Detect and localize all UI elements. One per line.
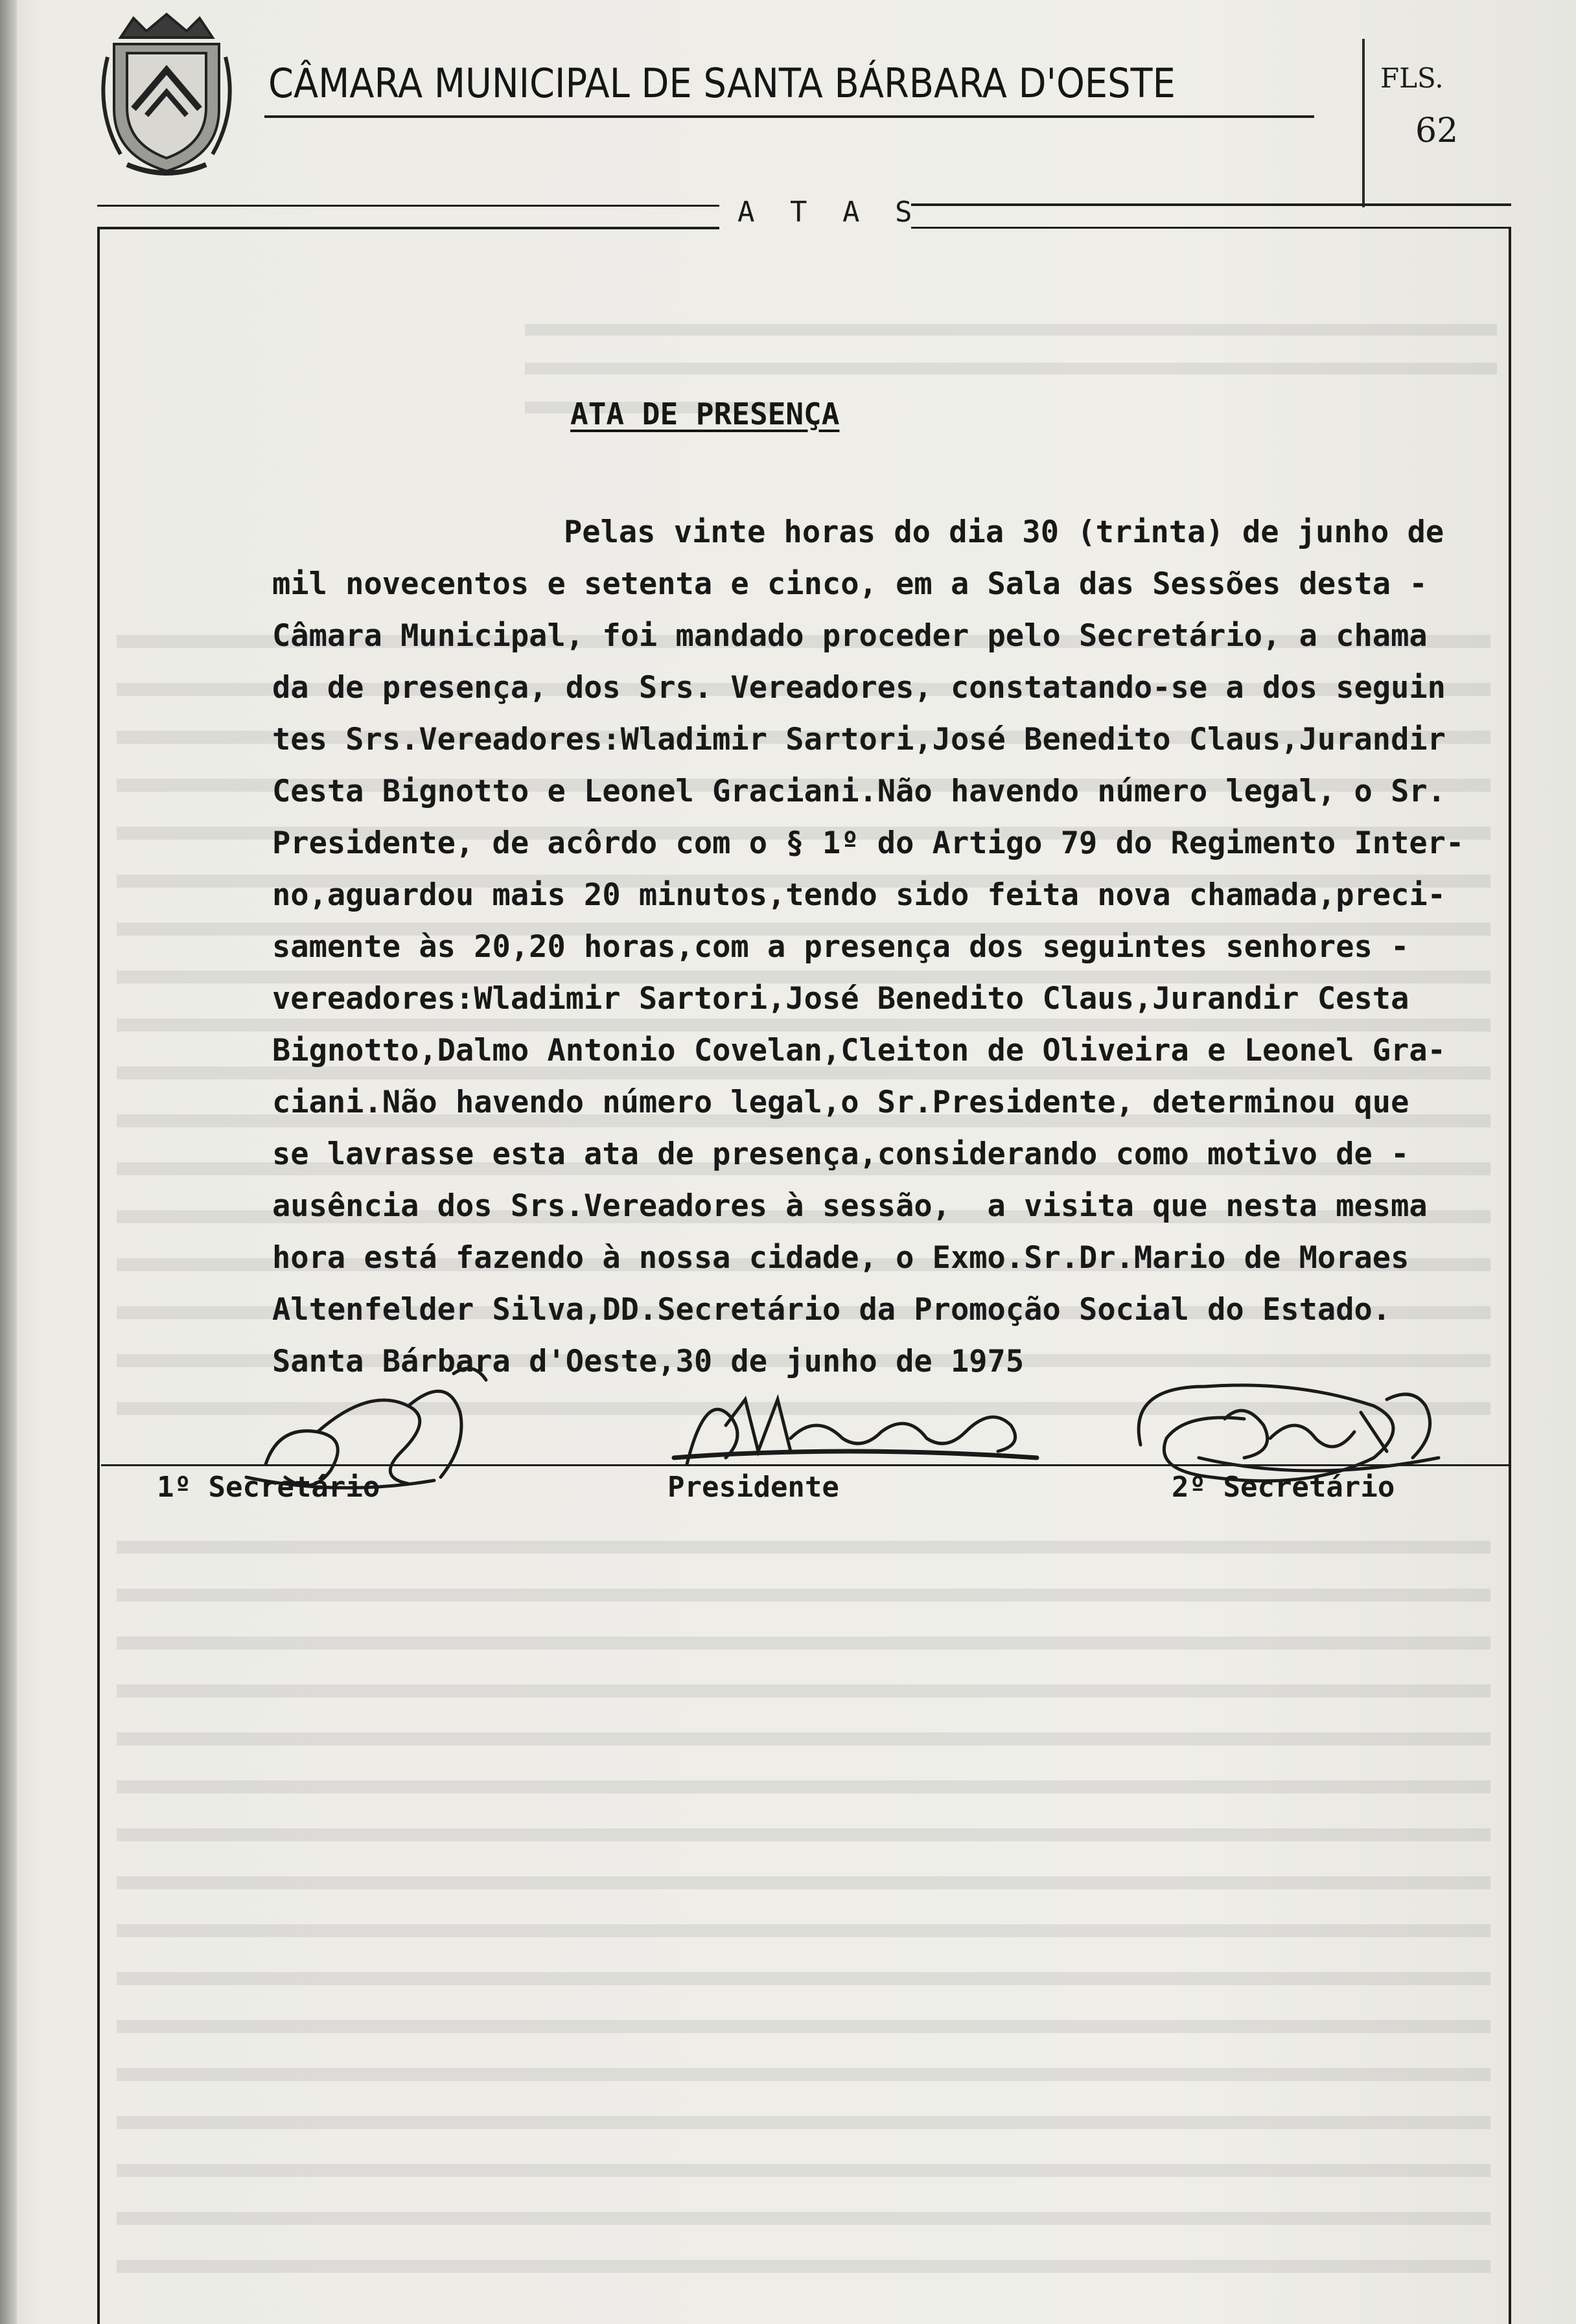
body-line: Cesta Bignotto e Leonel Graciani.Não havendo número legal, o Sr.: [272, 774, 1446, 809]
body-line: Pelas vinte horas do dia 30 (trinta) de junho de: [564, 514, 1444, 550]
section-label: A T A S: [737, 196, 921, 229]
body-line: Câmara Municipal, foi mandado proceder pelo Secretário, a chama: [272, 618, 1428, 654]
body-line: samente às 20,20 horas,com a presença dos seguintes senhores -: [272, 929, 1409, 965]
body-line: vereadores:Wladimir Sartori,José Benedito Claus,Jurandir Cesta: [272, 981, 1409, 1017]
folio-divider: [1362, 39, 1365, 207]
scan-edge-shadow: [0, 0, 17, 2324]
body-line: hora está fazendo à nossa cidade, o Exmo.Sr.Dr.Mario de Moraes: [272, 1240, 1409, 1276]
frame-top-right-rule: [911, 203, 1511, 206]
header-underline: [264, 115, 1314, 118]
body-line: Altenfelder Silva,DD.Secretário da Promoção Social do Estado.: [272, 1292, 1391, 1328]
municipal-crest-icon: [95, 12, 238, 181]
frame-top-left-rule: [97, 227, 719, 229]
document-body: [272, 507, 1516, 1388]
second-secretary-label: 2º Secretário: [1172, 1471, 1395, 1504]
body-line: ausência dos Srs.Vereadores à sessão, a visita que nesta mesma: [272, 1188, 1428, 1224]
body-line: da de presença, dos Srs. Vereadores, constatando-se a dos seguin: [272, 670, 1446, 706]
folio-label: FLS.: [1380, 62, 1444, 94]
body-line: Presidente, de acôrdo com o § 1º do Artigo 79 do Regimento Inter-: [272, 825, 1465, 861]
body-line: tes Srs.Vereadores:Wladimir Sartori,José Benedito Claus,Jurandir: [272, 722, 1446, 757]
institution-title: CÂMARA MUNICIPAL DE SANTA BÁRBARA D'OESTE: [268, 60, 1176, 107]
body-line: se lavrasse esta ata de presença,considerando como motivo de -: [272, 1136, 1409, 1172]
body-line: ciani.Não havendo número legal,o Sr.Presidente, determinou que: [272, 1085, 1409, 1120]
first-secretary-label: 1º Secretário: [157, 1471, 380, 1504]
frame-top-right-rule-lower: [911, 227, 1511, 229]
body-line: Bignotto,Dalmo Antonio Covelan,Cleiton de Oliveira e Leonel Gra-: [272, 1033, 1446, 1068]
document-title: ATA DE PRESENÇA: [570, 397, 840, 431]
body-line: no,aguardou mais 20 minutos,tendo sido feita nova chamada,preci-: [272, 877, 1446, 913]
signature-line: [101, 1464, 1511, 1466]
body-line: Santa Bárbara d'Oeste,30 de junho de 1975: [272, 1344, 1025, 1379]
frame-top-left-rule-upper: [97, 205, 719, 207]
folio-number: 62: [1415, 111, 1459, 150]
president-label: Presidente: [667, 1471, 839, 1504]
body-line: mil novecentos e setenta e cinco, em a Sala das Sessões desta -: [272, 566, 1428, 602]
